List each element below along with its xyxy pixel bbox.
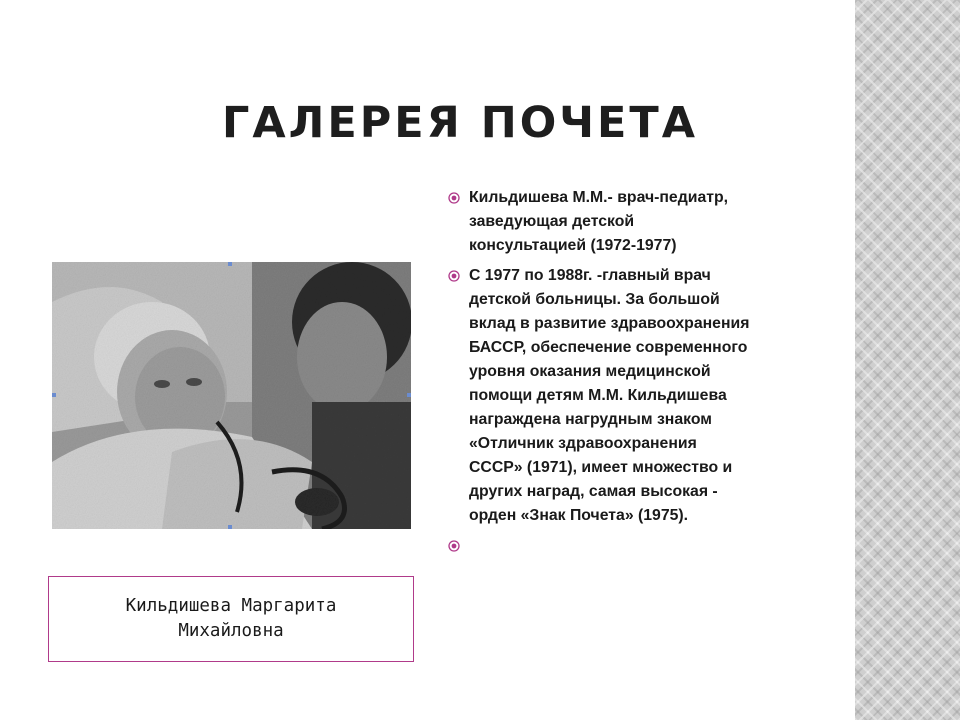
selection-handle (407, 393, 411, 397)
caption-line: Кильдишева Маргарита (125, 596, 337, 616)
photo-caption (48, 576, 414, 662)
circle-bullet-icon (448, 270, 460, 282)
selection-handle (52, 393, 56, 397)
bullet-item (447, 534, 807, 558)
slide-title: ГАЛЕРЕЯ ПОЧЕТА (222, 98, 699, 148)
bullet-list (447, 186, 807, 564)
selection-handle (228, 262, 232, 266)
circle-bullet-icon (448, 540, 460, 552)
side-pattern-decoration (855, 0, 960, 720)
circle-bullet-icon (448, 192, 460, 204)
bullet-text: С 1977 по 1988г. -главный врач детской больницы. За большой вклад в развитие здравоохранения БАССР, обеспечение современного уровня оказания медицинской помощи детям М.М. Кильдишева награждена нагрудным знаком «Отличник здравоохранения СССР» (1971), имеет множество и других наград, самая высокая - орден «Знак Почета» (1975). (469, 267, 750, 524)
bullet-text: Кильдишева М.М.- врач-педиатр, заведующая детской консультацией (1972-1977) (469, 189, 729, 254)
bullet-item (447, 186, 807, 258)
caption-line: Михайловна (178, 621, 284, 641)
photo-image (52, 262, 411, 529)
doctor-photo (52, 262, 411, 529)
selection-handle (228, 525, 232, 529)
bullet-item (447, 264, 807, 528)
